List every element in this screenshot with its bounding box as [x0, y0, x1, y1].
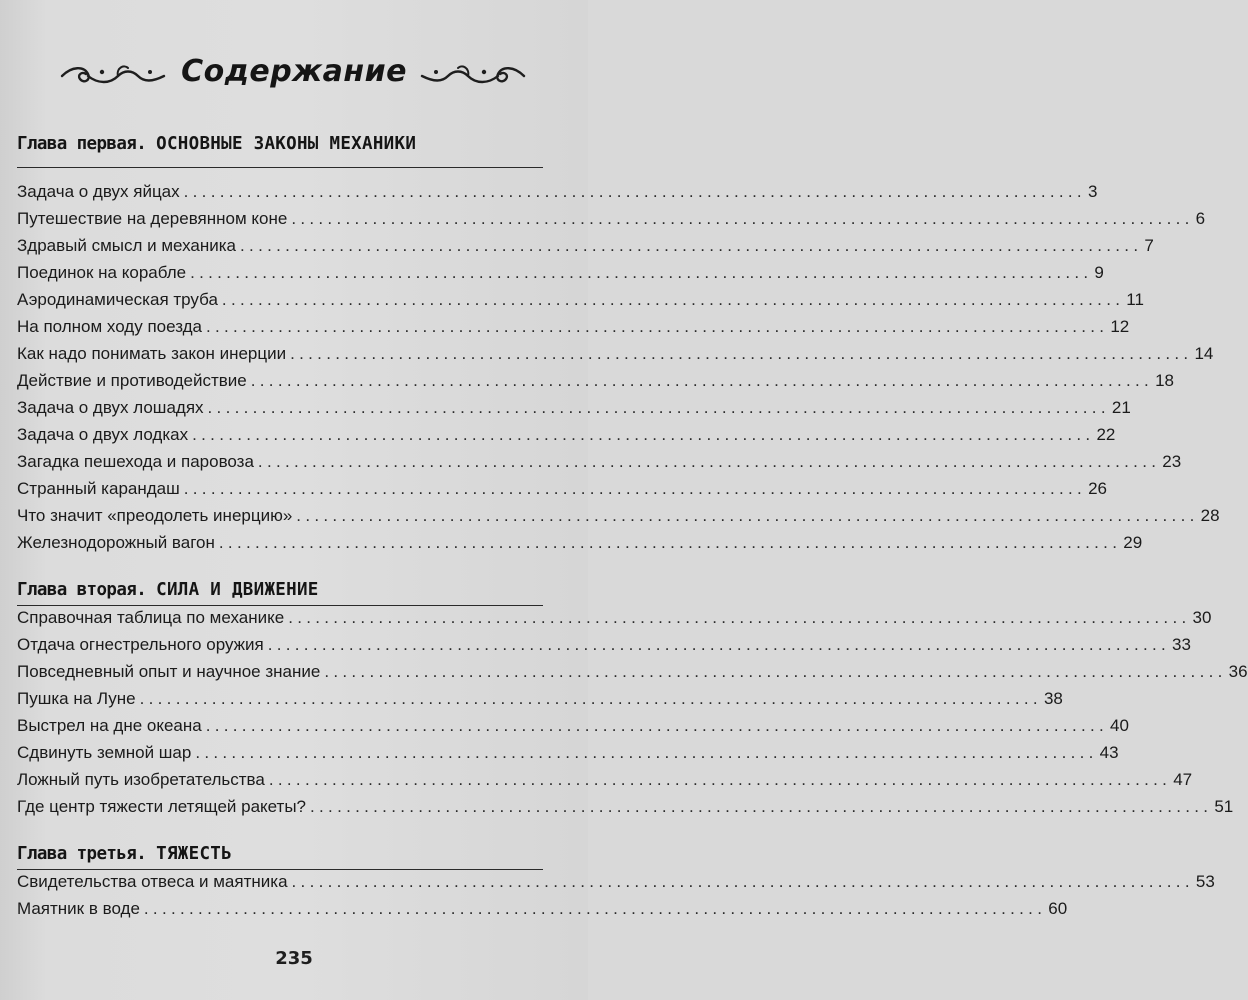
entry-title: Ложный путь изобретательства	[17, 770, 265, 789]
toc-entry[interactable]	[17, 344, 1214, 368]
entry-page: 47	[1173, 770, 1193, 789]
chapter-name: ОСНОВНЫЕ ЗАКОНЫ МЕХАНИКИ	[156, 134, 417, 154]
entry-page: 7	[1144, 236, 1154, 255]
chapter-prefix: Глава третья.	[17, 844, 147, 864]
dot-leader: ....................................................................................................	[257, 452, 1161, 471]
dot-leader: ....................................................................................................	[190, 263, 1093, 282]
entry-title: Пушка на Луне	[17, 689, 136, 708]
toc-header	[0, 54, 588, 98]
dot-leader: ....................................................................................................	[183, 479, 1087, 498]
entry-page: 53	[1195, 872, 1215, 891]
entry-title: Задача о двух лошадях	[17, 398, 204, 417]
dot-leader: ....................................................................................................	[324, 662, 1227, 681]
entry-page: 40	[1110, 716, 1129, 735]
dot-leader: ....................................................................................................	[267, 635, 1171, 654]
toc-entry[interactable]	[17, 662, 1248, 686]
chapter-prefix: Глава первая.	[17, 134, 147, 154]
page-number: 235	[275, 948, 313, 969]
toc-entry[interactable]	[17, 371, 1175, 395]
entry-title: Выстрел на дне океана	[17, 716, 202, 735]
toc-entry[interactable]	[17, 479, 1108, 503]
entry-page: 60	[1048, 899, 1068, 918]
toc-entry[interactable]	[17, 689, 1063, 713]
dot-leader: ....................................................................................................	[183, 182, 1086, 201]
chapter-prefix: Глава вторая.	[17, 580, 147, 600]
toc-entry[interactable]	[17, 770, 1193, 794]
entry-title: Как надо понимать закон инерции	[17, 344, 287, 363]
entry-title: Задача о двух лодках	[17, 425, 189, 444]
entry-page: 51	[1214, 797, 1234, 816]
dot-leader: ....................................................................................................	[268, 770, 1172, 789]
toc-entry[interactable]	[17, 236, 1154, 260]
dot-leader: ....................................................................................................	[218, 533, 1122, 552]
entry-title: Отдача огнестрельного оружия	[17, 635, 264, 654]
entry-title: Маятник в воде	[17, 899, 140, 918]
toc-entry[interactable]	[17, 290, 1144, 314]
toc-entry[interactable]	[17, 506, 1220, 530]
entry-page: 11	[1126, 290, 1144, 309]
toc-entry[interactable]	[17, 635, 1191, 659]
chapter-heading	[17, 134, 416, 154]
dot-leader: ....................................................................................................	[288, 608, 1191, 627]
entry-title: Сдвинуть земной шар	[17, 743, 192, 762]
toc-entry[interactable]	[17, 872, 1215, 896]
entry-title: Поединок на корабле	[17, 263, 187, 282]
chapter-name: ТЯЖЕСТЬ	[156, 844, 232, 864]
toc-entry[interactable]	[17, 743, 1119, 767]
right-ornament-icon	[418, 62, 528, 90]
dot-leader: ....................................................................................................	[250, 371, 1154, 390]
dot-leader: ....................................................................................................	[139, 689, 1042, 708]
toc-entry[interactable]	[17, 716, 1129, 740]
entry-title: Повседневный опыт и научное знание	[17, 662, 321, 681]
entry-page: 22	[1096, 425, 1116, 444]
dot-leader: ....................................................................................................	[143, 899, 1047, 918]
entry-title: Путешествие на деревянном коне	[17, 209, 288, 228]
entry-title: На полном ходу поезда	[17, 317, 202, 336]
entry-title: Свидетельства отвеса и маятника	[17, 872, 288, 891]
toc-entry[interactable]	[17, 899, 1068, 923]
entry-title: Аэродинамическая труба	[17, 290, 218, 309]
page-title: Содержание	[181, 54, 407, 89]
chapter-name: СИЛА И ДВИЖЕНИЕ	[156, 580, 319, 600]
dot-leader: ....................................................................................................	[240, 236, 1143, 255]
dot-leader: ....................................................................................................	[310, 797, 1213, 816]
entry-title: Действие и противодействие	[17, 371, 247, 390]
dot-leader: ....................................................................................................	[291, 209, 1194, 228]
entry-page: 6	[1195, 209, 1206, 228]
chapter-rule	[17, 869, 543, 870]
entry-title: Где центр тяжести летящей ракеты?	[17, 797, 306, 816]
toc-entry[interactable]	[17, 608, 1212, 632]
entry-page: 18	[1155, 371, 1175, 390]
toc-entry[interactable]	[17, 182, 1098, 206]
chapter-rule	[17, 605, 543, 606]
toc-entry[interactable]	[17, 209, 1206, 233]
entry-page: 12	[1110, 317, 1130, 336]
entry-page: 14	[1194, 344, 1214, 363]
entry-title: Здравый смысл и механика	[17, 236, 237, 255]
entry-title: Железнодорожный вагон	[17, 533, 215, 552]
dot-leader: ....................................................................................................	[290, 344, 1193, 363]
entry-title: Что значит «преодолеть инерцию»	[17, 506, 293, 525]
entry-page: 30	[1192, 608, 1212, 627]
toc-entry[interactable]	[17, 263, 1104, 287]
entry-page: 36	[1228, 662, 1248, 681]
dot-leader: ....................................................................................................	[205, 716, 1109, 735]
toc-entry[interactable]	[17, 797, 1234, 821]
entry-page: 43	[1099, 743, 1119, 762]
dot-leader: ....................................................................................................	[205, 317, 1109, 336]
chapter-heading	[17, 844, 232, 864]
toc-entry[interactable]	[17, 317, 1130, 341]
dot-leader: ....................................................................................................	[192, 425, 1095, 444]
entry-page: 28	[1200, 506, 1220, 525]
toc-entry[interactable]	[17, 452, 1182, 476]
entry-page: 26	[1088, 479, 1108, 498]
entry-page: 21	[1111, 398, 1131, 417]
entry-page: 23	[1162, 452, 1182, 471]
chapter-heading	[17, 580, 319, 600]
entry-title: Задача о двух яйцах	[17, 182, 180, 201]
dot-leader: ....................................................................................................	[296, 506, 1199, 525]
entry-page: 9	[1094, 263, 1104, 282]
entry-page: 33	[1172, 635, 1191, 654]
entry-title: Справочная таблица по механике	[17, 608, 285, 627]
entry-page: 29	[1123, 533, 1143, 552]
entry-title: Загадка пешехода и паровоза	[17, 452, 254, 471]
dot-leader: ....................................................................................................	[195, 743, 1098, 762]
entry-page: 38	[1043, 689, 1063, 708]
toc-entry[interactable]	[17, 533, 1143, 557]
toc-entry[interactable]	[17, 425, 1116, 449]
toc-entry[interactable]	[17, 398, 1131, 422]
dot-leader: ....................................................................................................	[207, 398, 1110, 417]
chapter-rule	[17, 167, 543, 168]
entry-page: 3	[1087, 182, 1098, 201]
entry-title: Странный карандаш	[17, 479, 180, 498]
dot-leader: ....................................................................................................	[221, 290, 1125, 309]
dot-leader: ....................................................................................................	[291, 872, 1194, 891]
